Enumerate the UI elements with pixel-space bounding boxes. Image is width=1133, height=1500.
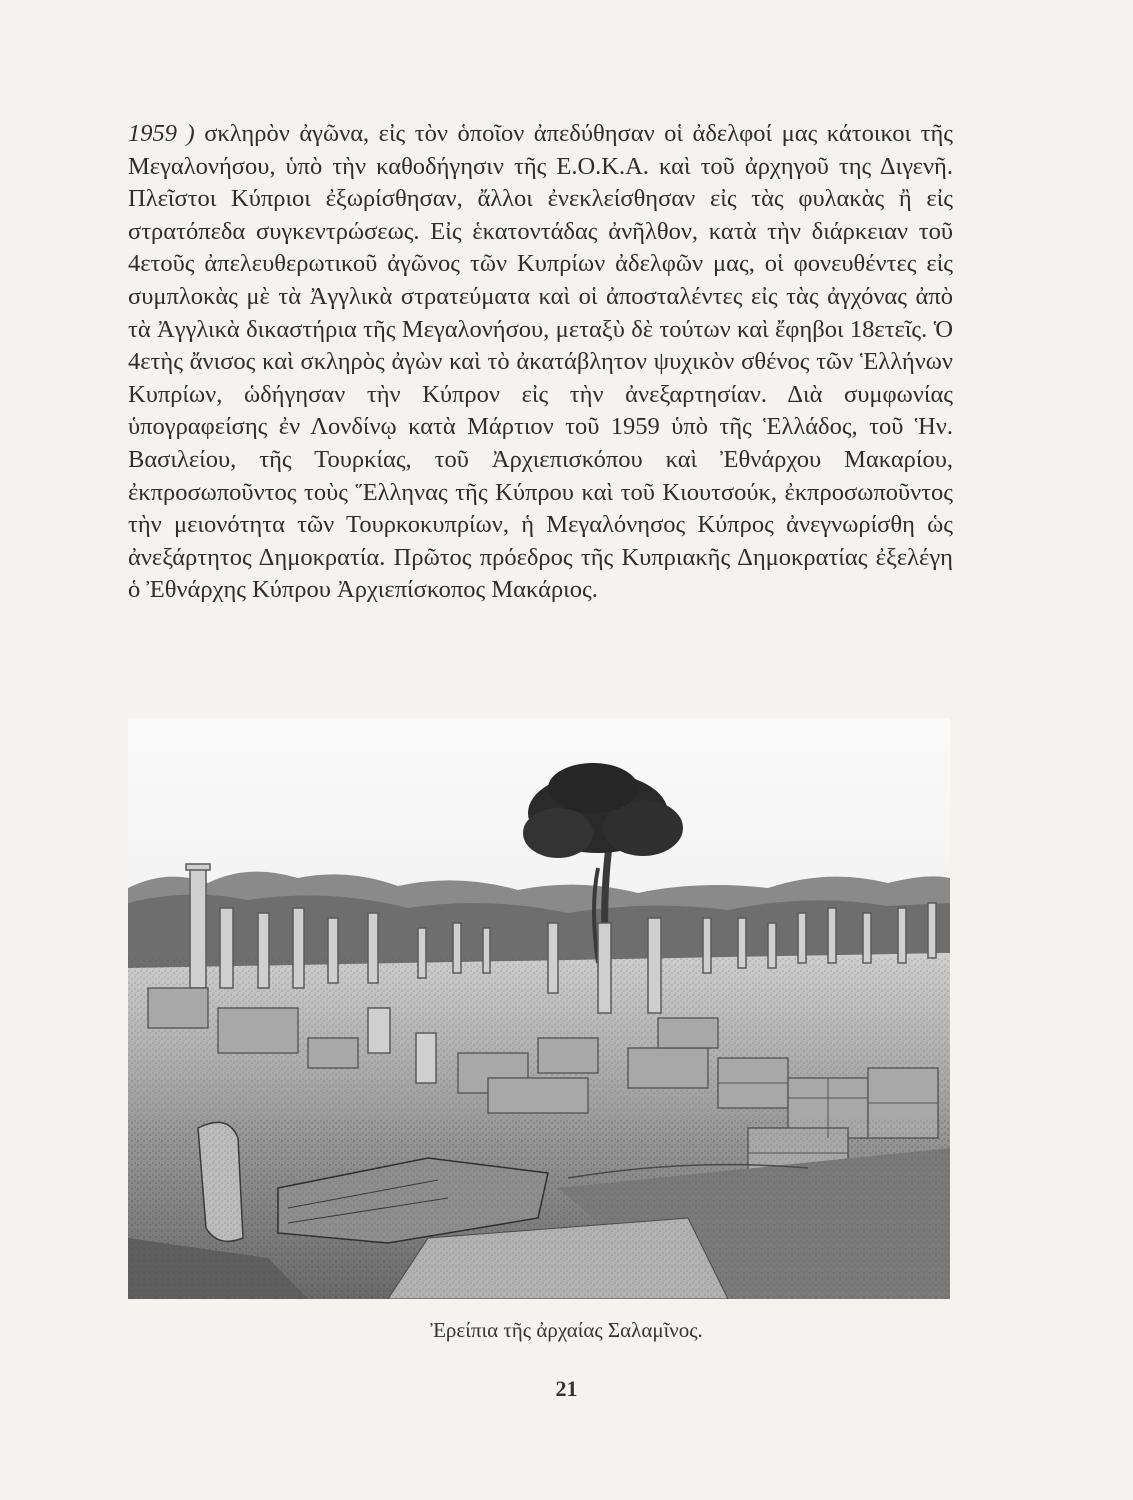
body-paragraph bbox=[128, 118, 953, 607]
photo-caption: Ἐρείπια τῆς ἀρχαίας Σαλαμῖνος. bbox=[430, 1318, 703, 1342]
ruins-photo-illustration bbox=[128, 718, 950, 1299]
page-number: 21 bbox=[555, 1376, 578, 1401]
body-text bbox=[128, 118, 953, 607]
paragraph-text: σκληρὸν ἀγῶνα, εἰς τὸν ὁποῖον ἀπεδύθησαν οἱ ἀδελφοί μας κάτοικοι τῆς Μεγαλονήσου, ὑπὸ τὴν καθοδήγησιν τῆς Ε.Ο.Κ.Α. καὶ τοῦ ἀρχηγοῦ της Διγενῆ. Πλεῖστοι Κύπριοι ἐξωρίσθησαν, ἄλλοι ἐνεκλείσθησαν εἰς τὰς φυλακὰς ἢ εἰς στρατόπεδα συγκεντρώσεως. Εἰς ἑκατοντάδας ἀνῆλθον, κατὰ τὴν διάρκειαν τοῦ 4ετοῦς ἀπελευθερωτικοῦ ἀγῶνος τῶν Κυπρίων ἀδελφῶν μας, οἱ φονευθέντες εἰς συμπλοκὰς μὲ τὰ Ἀγγλικὰ στρατεύματα καὶ οἱ ἀποσταλέντες εἰς τὰς ἀγχόνας ἀπὸ τὰ Ἀγγλικὰ δικαστήρια τῆς Μεγαλονήσου, μεταξὺ δὲ τούτων καὶ ἔφηβοι 18ετεῖς. Ὁ 4ετὴς ἄνισος καὶ σκληρὸς ἀγὼν καὶ τὸ ἀκατάβλητον ψυχικὸν σθένος τῶν Ἑλλήνων Κυπρίων, ὡδήγησαν τὴν Κύπρον εἰς τὴν ἀνεξαρτησίαν. Διὰ συμφωνίας ὑπογραφείσης ἐν Λονδίνῳ κατὰ Μάρτιον τοῦ 1959 ὑπὸ τῆς Ἑλλάδος, τοῦ Ἡν. Βασιλείου, τῆς Τουρκίας, τοῦ Ἀρχιεπισκόπου καὶ Ἐθνάρχου Μακαρίου, ἐκπροσωποῦντος τοὺς Ἕλληνας τῆς Κύπρου καὶ τοῦ Κιουτσούκ, ἐκπροσωποῦντος τὴν μειονότητα τῶν Τουρκοκυπρίων, ἡ Μεγαλόνησος Κύπρος ἀνεγνωρίσθη ὡς ἀνεξάρτητος Δημοκρατία. Πρῶτος πρόεδρος τῆς Κυπριακῆς Δημοκρατίας ἐξελέγη ὁ Ἐθνάρχης Κύπρου Ἀρχιεπίσκοπος Μακάριος. bbox=[128, 120, 953, 604]
lead-number: 1959 ) bbox=[128, 120, 195, 147]
ruins-photograph bbox=[128, 718, 950, 1299]
